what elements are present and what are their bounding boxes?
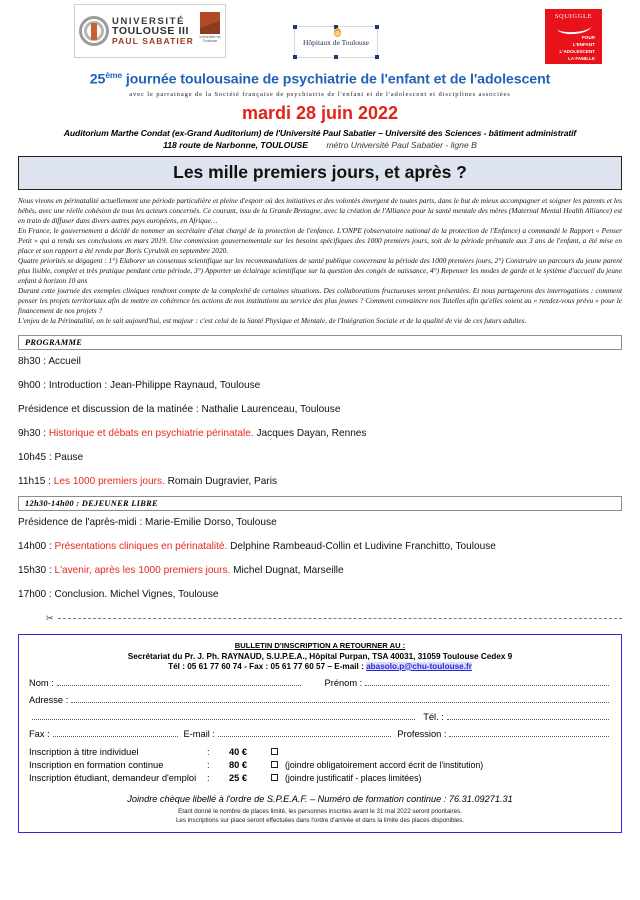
fine-print-1: Etant donné le nombre de places limité, les personnes inscrites avant le 31 mai 2022 seront prioritaires. bbox=[178, 807, 462, 815]
intro-paragraph-2: En France, le gouvernement a décidé de nommer un secrétaire d'état chargé de la protection de l'enfance. L'ONPE (observatoire national de la protection de l'Enfance) a commandé le Rapport « Penser Petit » qui a rendu ses conclusions en mars 2019. Une commission gouvernementale sur les besoins spécifiques des 1000 premiers jours, soit de la période prénatale aux 3 ans de l'enfant, a été mise en place et son rapport a été rendu par Boris Cyrulnik en septembre 2020. bbox=[18, 225, 622, 255]
nom-input[interactable] bbox=[57, 685, 301, 686]
event-location-line bbox=[18, 140, 622, 150]
programme-item-speaker: Accueil bbox=[48, 355, 81, 367]
patronage-line: avec le parrainage de la Société française de psychiatrie de l'enfant et de l'adolescent et disciplines associées bbox=[129, 90, 511, 98]
selection-handle-icon bbox=[375, 55, 379, 59]
adresse-input-line2[interactable] bbox=[32, 719, 415, 720]
hospital-logo-caption: Hôpitaux de Toulouse bbox=[303, 37, 369, 47]
flame-icon bbox=[334, 28, 341, 37]
event-metro: métro Université Paul Sabatier - ligne B bbox=[326, 139, 477, 150]
bulletin-address: Secrétariat du Pr. J. Ph. RAYNAUD, S.U.P.E.A., Hôpital Purpan, TSA 40031, 31059 Toulouse Cedex 9 bbox=[127, 651, 513, 661]
programme-item bbox=[18, 356, 622, 367]
programme-item-time: 9h30 : bbox=[18, 427, 49, 439]
university-emblem-icon bbox=[79, 16, 109, 46]
university-crest-icon bbox=[200, 12, 220, 34]
university-toulouse-logo bbox=[74, 4, 226, 58]
bulletin-heading bbox=[29, 641, 611, 650]
programme-item bbox=[18, 404, 622, 415]
programme-item-topic: Les 1000 premiers jours. bbox=[53, 475, 165, 487]
programme-item-speaker: Pause bbox=[54, 451, 84, 463]
price-option-checkbox[interactable] bbox=[271, 761, 278, 768]
cut-here-line bbox=[18, 613, 622, 624]
registration-form bbox=[18, 634, 622, 834]
programme-item bbox=[18, 517, 622, 528]
university-logo-text bbox=[112, 17, 194, 46]
intro-paragraph-4: Durant cette journée des exemples cliniques rendront compte de la complexité de certaines situations. Des collaborations fructueuses seront présentées. Et nous partagerons des interrogations : comment penser les projets territoriaux afin de mettre en cohérence les actions de nos institutions au service des plus jeunes ? Comment convaincre nos Tutelles afin qu'elles soient au « rendez-vous prévu » pour le financement de nos projets ? bbox=[18, 285, 622, 315]
programme-section-header: PROGRAMME bbox=[18, 335, 622, 350]
tel-label: Tél. : bbox=[423, 711, 444, 722]
squiggle-sub-line2: L'ENFANT bbox=[572, 41, 595, 47]
programme-item-speaker: Delphine Rambeaud-Collin et Ludivine Franchitto, Toulouse bbox=[227, 540, 496, 552]
price-option-row bbox=[29, 747, 611, 757]
programme-item-topic: Présentations cliniques en périnatalité. bbox=[54, 540, 228, 552]
price-option-amount: 40 € bbox=[229, 746, 248, 757]
adresse-input[interactable] bbox=[71, 702, 609, 703]
programme-morning-list bbox=[18, 356, 622, 487]
nom-label: Nom : bbox=[29, 677, 54, 688]
scissors-icon: ✂ bbox=[46, 612, 54, 623]
programme-item-time: 14h00 : bbox=[18, 540, 55, 552]
programme-item-speaker: Romain Dugravier, Paris bbox=[164, 475, 278, 487]
programme-item-time: 11h15 : bbox=[18, 475, 54, 487]
fax-label: Fax : bbox=[29, 728, 50, 739]
fax-input[interactable] bbox=[53, 736, 178, 737]
programme-item-speaker: Introduction : Jean-Philippe Raynaud, Toulouse bbox=[48, 379, 261, 391]
bulletin-email-link[interactable]: abasolo.p@chu-toulouse.fr bbox=[366, 661, 472, 671]
programme-item bbox=[18, 476, 622, 487]
squiggle-sub-line3: L'ADOLESCENT bbox=[559, 48, 595, 54]
programme-item-speaker: Présidence et discussion de la matinée : Nathalie Laurenceau, Toulouse bbox=[18, 403, 341, 415]
squiggle-logo-name: SQUIGGLE bbox=[554, 13, 593, 20]
prenom-label: Prénom : bbox=[324, 677, 363, 688]
event-date: mardi 28 juin 2022 bbox=[241, 102, 399, 123]
price-option-colon: : bbox=[207, 746, 210, 757]
profession-label: Profession : bbox=[397, 728, 447, 739]
programme-item bbox=[18, 452, 622, 463]
programme-item-time: 17h00 : bbox=[18, 588, 55, 600]
programme-item-topic: L'avenir, après les 1000 premiers jours. bbox=[54, 564, 231, 576]
university-logo-line2: TOULOUSE III bbox=[112, 25, 190, 38]
price-options bbox=[29, 747, 611, 783]
field-row-adresse2-tel bbox=[29, 712, 611, 722]
email-label: E-mail : bbox=[183, 728, 216, 739]
bulletin-contact bbox=[29, 662, 611, 671]
field-row-fax-email-profession bbox=[29, 729, 611, 739]
intro-paragraph-5: L'enjeu de la Périnatalité, on le sait aujourd'hui, est majeur : c'est celui de la Santé Physique et Mentale, de l'Intégration Sociale et de la qualité de vie de ces futurs adultes. bbox=[18, 315, 527, 325]
email-input[interactable] bbox=[218, 736, 391, 737]
price-option-note: (joindre obligatoirement accord écrit de l'institution) bbox=[285, 759, 484, 770]
event-venue: Auditorium Marthe Condat (ex-Grand Auditorium) de l'Université Paul Sabatier – Université des Sciences - bâtiment administratif bbox=[63, 127, 577, 138]
event-ordinal-suffix: ème bbox=[105, 70, 123, 80]
squiggle-sub-line4: LA FAMILLE bbox=[568, 55, 595, 61]
event-title bbox=[18, 70, 622, 88]
intro-paragraph-3: Quatre priorités se dégagent : 1°) Elaborer un consensus scientifique sur les recommandations de santé publique concernant la période des 1000 premiers jours, 2°) Construire un parcours du jeune parent plus lisible, complet et très pratique pendant cette période, 3°) Apporter un éclairage scientifique sur la question des congés de naissance, 4°) Repenser les modes de garde et le système d'accueil du jeune enfant à horizon 10 ans bbox=[18, 255, 622, 285]
programme-item-topic: Historique et débats en psychiatrie périnatale. bbox=[48, 427, 254, 439]
price-option-amount: 80 € bbox=[229, 759, 248, 770]
field-row-nom-prenom bbox=[29, 678, 611, 688]
adresse-label: Adresse : bbox=[29, 694, 69, 705]
bulletin-heading-text: BULLETIN D'INSCRIPTION A RETOURNER AU : bbox=[234, 640, 406, 650]
price-option-checkbox[interactable] bbox=[271, 748, 278, 755]
programme-afternoon-list bbox=[18, 517, 622, 600]
programme-item bbox=[18, 541, 622, 552]
price-option-label: Inscription en formation continue bbox=[29, 759, 164, 770]
field-row-adresse bbox=[29, 695, 611, 705]
programme-item-time: 9h00 : bbox=[18, 379, 49, 391]
logo-row bbox=[18, 0, 622, 68]
bulletin-contact-prefix: Tél : 05 61 77 60 74 - Fax : 05 61 77 60 57 – E-mail : bbox=[168, 661, 367, 671]
price-option-label: Inscription à titre individuel bbox=[29, 746, 139, 757]
selection-handle-icon bbox=[293, 55, 297, 59]
event-ordinal: 25 bbox=[89, 71, 106, 88]
university-logo-line1: UNIVERSITÉ bbox=[112, 15, 186, 27]
squiggle-swoosh-icon bbox=[556, 20, 591, 35]
dashed-rule bbox=[58, 618, 622, 619]
squiggle-sub-line1: POUR bbox=[581, 35, 595, 40]
programme-item-speaker: Présidence de l'après-midi : Marie-Emilie Dorso, Toulouse bbox=[18, 516, 277, 528]
price-option-colon: : bbox=[207, 759, 210, 770]
intro-text bbox=[18, 196, 622, 326]
price-option-checkbox[interactable] bbox=[271, 774, 278, 781]
programme-item-speaker: Michel Dugnat, Marseille bbox=[230, 564, 344, 576]
programme-item bbox=[18, 565, 622, 576]
price-option-amount: 25 € bbox=[229, 772, 248, 783]
event-address: 118 route de Narbonne, TOULOUSE bbox=[163, 139, 308, 150]
squiggle-logo-subtitle bbox=[548, 35, 599, 63]
tel-input[interactable] bbox=[447, 719, 609, 720]
squiggle-logo bbox=[545, 9, 602, 64]
programme-item-speaker: Jacques Dayan, Rennes bbox=[253, 427, 367, 439]
fine-print-2: Les inscriptions sur place seront effectuées dans l'ordre d'arrivée et dans la limite des places disponibles. bbox=[175, 816, 465, 824]
programme-item bbox=[18, 428, 622, 439]
programme-item bbox=[18, 380, 622, 391]
university-logo-line3: PAUL SABATIER bbox=[112, 35, 194, 46]
prenom-input[interactable] bbox=[365, 685, 609, 686]
event-title-rest: journée toulousaine de psychiatrie de l'enfant et de l'adolescent bbox=[122, 71, 551, 88]
price-option-row bbox=[29, 760, 611, 770]
intro-paragraph-1: Nous vivons en périnatalité actuellement une période particulière et pleine d'espoir où des initiatives et des volontés émergent de toutes parts, dans le but de mieux accompagner et soigner les parents et les bébés, avec une réelle cohésion de tous les acteurs concernés. Ce courant, issu de la Grande Bretagne, avec la création de l'Alliance pour la santé mentale des mères (Maternal Mental Health Alliance) est en train de diffuser dans divers autres pays européens, en Afrique… bbox=[18, 195, 622, 225]
page-title: Les mille premiers jours, et après ? bbox=[18, 156, 622, 190]
university-crest-caption: Université de Toulouse bbox=[199, 35, 221, 44]
price-option-colon: : bbox=[207, 772, 210, 783]
price-option-note: (joindre justificatif - places limitées) bbox=[285, 772, 422, 783]
lunch-break-header: 12h30-14h00 : DEJEUNER LIBRE bbox=[18, 496, 622, 511]
programme-item-time: 8h30 : bbox=[18, 355, 49, 367]
price-option-row bbox=[29, 773, 611, 783]
programme-item bbox=[18, 589, 622, 600]
selection-handle-icon bbox=[375, 25, 379, 29]
programme-item-time: 15h30 : bbox=[18, 564, 55, 576]
hopitaux-de-toulouse-logo bbox=[294, 26, 378, 58]
profession-input[interactable] bbox=[449, 736, 609, 737]
selection-handle-icon bbox=[334, 55, 338, 59]
cheque-instruction: Joindre chèque libellé à l'ordre de S.P.E.A.F. – Numéro de formation continue : 76.31.09271.31 bbox=[127, 793, 513, 804]
selection-handle-icon bbox=[293, 25, 297, 29]
programme-item-speaker: Conclusion. Michel Vignes, Toulouse bbox=[54, 588, 219, 600]
price-option-label: Inscription étudiant, demandeur d'emploi bbox=[29, 772, 197, 783]
programme-item-time: 10h45 : bbox=[18, 451, 55, 463]
